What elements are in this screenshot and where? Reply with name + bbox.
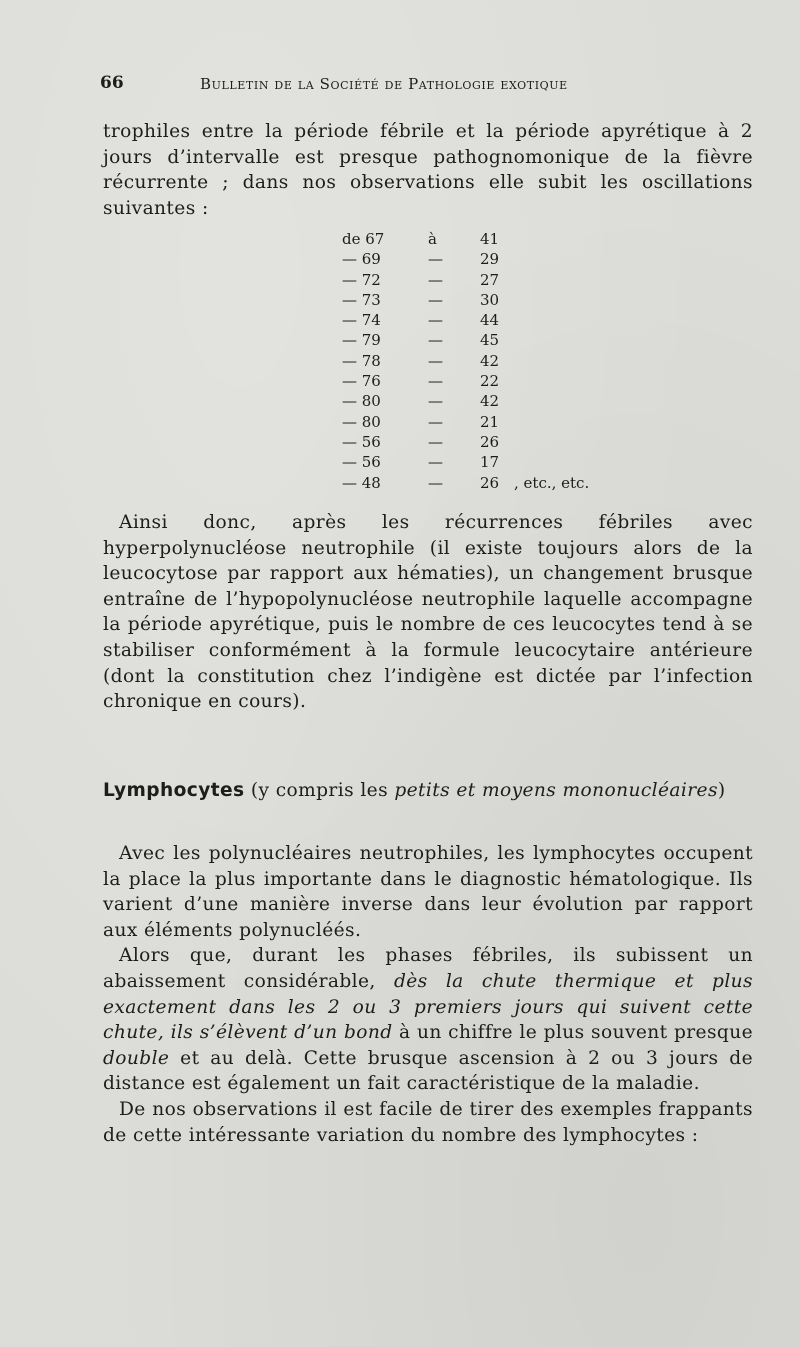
paragraph-alors-italic2: double — [103, 1047, 170, 1069]
table-cell-to: 44 — [480, 311, 500, 330]
table-cell-sep: — — [428, 432, 443, 451]
table-cell-from: — 56 — [342, 432, 381, 451]
paragraph-ainsi-text: Ainsi donc, après les récurrences fébriles avec hyperpolynucléose neutrophile (il existe toujours alors de la leucocytose par rapport aux hématies), un changement brusque entraîne de l’hypopolynucléose neutrophile laquelle accompagne la période apyrétique, puis le nombre de ces leucocytes tend à se stabiliser conformément à la formule leucocytaire antérieure (dont la constitution chez l’indigène est dictée par l’infection chronique en cours). — [103, 512, 753, 713]
table-cell-to: 17 — [480, 453, 500, 472]
intro-text: trophiles entre la période fébrile et la période apyrétique à 2 jours d’intervalle est presque pathognomonique de la fièvre récurrente ; dans nos observations elle subit les oscillations suivantes : — [103, 121, 753, 219]
table-cell-to: 41 — [480, 230, 500, 248]
intro-paragraph — [103, 119, 753, 221]
paragraph-avec: Avec les polynucléaires neutrophiles, les lymphocytes occupent la place la plus importante dans le diagnostic hématologique. Ils varient d’une manière inverse dans leur évolution par rapport aux éléments polynucléés. — [103, 843, 753, 941]
table-cell-from: — 78 — [342, 351, 381, 370]
table-cell-from: — 69 — [342, 250, 381, 269]
running-header — [100, 73, 740, 99]
table-cell-sep: — — [428, 392, 443, 411]
table-cell-sep: — — [428, 412, 443, 431]
table-cell-to: 27 — [480, 270, 500, 289]
table-cell-from: — 74 — [342, 311, 381, 330]
section-heading-bold: Lymphocytes — [103, 780, 245, 801]
table-cell-from: — 72 — [342, 270, 381, 289]
lymphocytes-section-body — [103, 841, 753, 1148]
page-number: 66 — [100, 73, 124, 93]
table-cell-to: 22 — [480, 372, 500, 391]
table-cell-to: 45 — [480, 331, 500, 350]
table-cell-sep: à — [428, 230, 437, 248]
section-heading-italic: petits et moyens mononucléaires — [394, 780, 718, 801]
table-cell-to: 21 — [480, 412, 500, 431]
paragraph-alors — [103, 943, 753, 1097]
table-cell-to: 42 — [480, 392, 500, 411]
table-cell-from: — 80 — [342, 412, 381, 431]
table-cell-to: 42 — [480, 351, 500, 370]
paragraph-ainsi — [103, 510, 753, 715]
table-cell-to: 30 — [480, 290, 500, 309]
table-cell-to: 29 — [480, 250, 500, 269]
table-cell-sep: — — [428, 331, 443, 350]
table-cell-sep: — — [428, 453, 443, 472]
table-cell-tail: , etc., etc. — [514, 473, 590, 492]
table-cell-from: — 56 — [342, 453, 381, 472]
table-cell-to: 26 — [480, 432, 500, 451]
table-cell-sep: — — [428, 250, 443, 269]
paragraph-alors-part1: Alors que, durant les phases fébriles, ils subissent un abaissement considérable, — [103, 945, 753, 992]
table-cell-from: — 73 — [342, 290, 381, 309]
table-cell-from: — 48 — [342, 473, 381, 492]
table-cell-sep: — — [428, 473, 443, 492]
paragraph-alors-part3: et au delà. Cette brusque ascension à 2 ou 3 jours de distance est également un fait caractéristique de la maladie. — [103, 1047, 753, 1095]
paragraph-alors-italic1: dès la chute thermique et plus exactement dans les 2 ou 3 premiers jours qui suivent cette chute, ils s’élèvent d’un bond — [103, 970, 753, 1044]
paragraph-alors-part2: à un chiffre le plus souvent presque — [392, 1022, 753, 1044]
table-cell-sep: — — [428, 270, 443, 289]
section-heading-plain: (y compris les — [244, 780, 395, 801]
section-heading-close: ) — [717, 780, 726, 801]
table-cell-sep: — — [428, 372, 443, 391]
table-cell-sep: — — [428, 311, 443, 330]
table-cell-from: — 80 — [342, 392, 381, 411]
running-title: Bulletin de la Société de Pathologie exotique — [200, 75, 568, 93]
table-cell-from: — 79 — [342, 331, 381, 350]
table-cell-from: de 67 — [342, 230, 385, 248]
table-cell-to: 26 — [480, 473, 500, 492]
table-cell-from: — 76 — [342, 372, 381, 391]
paragraph-de: De nos observations il est facile de tirer des exemples frappants de cette intéressante variation du nombre des lymphocytes : — [103, 1098, 753, 1146]
section-heading-lymphocytes — [103, 780, 753, 801]
table-cell-sep: — — [428, 351, 443, 370]
table-cell-sep: — — [428, 290, 443, 309]
